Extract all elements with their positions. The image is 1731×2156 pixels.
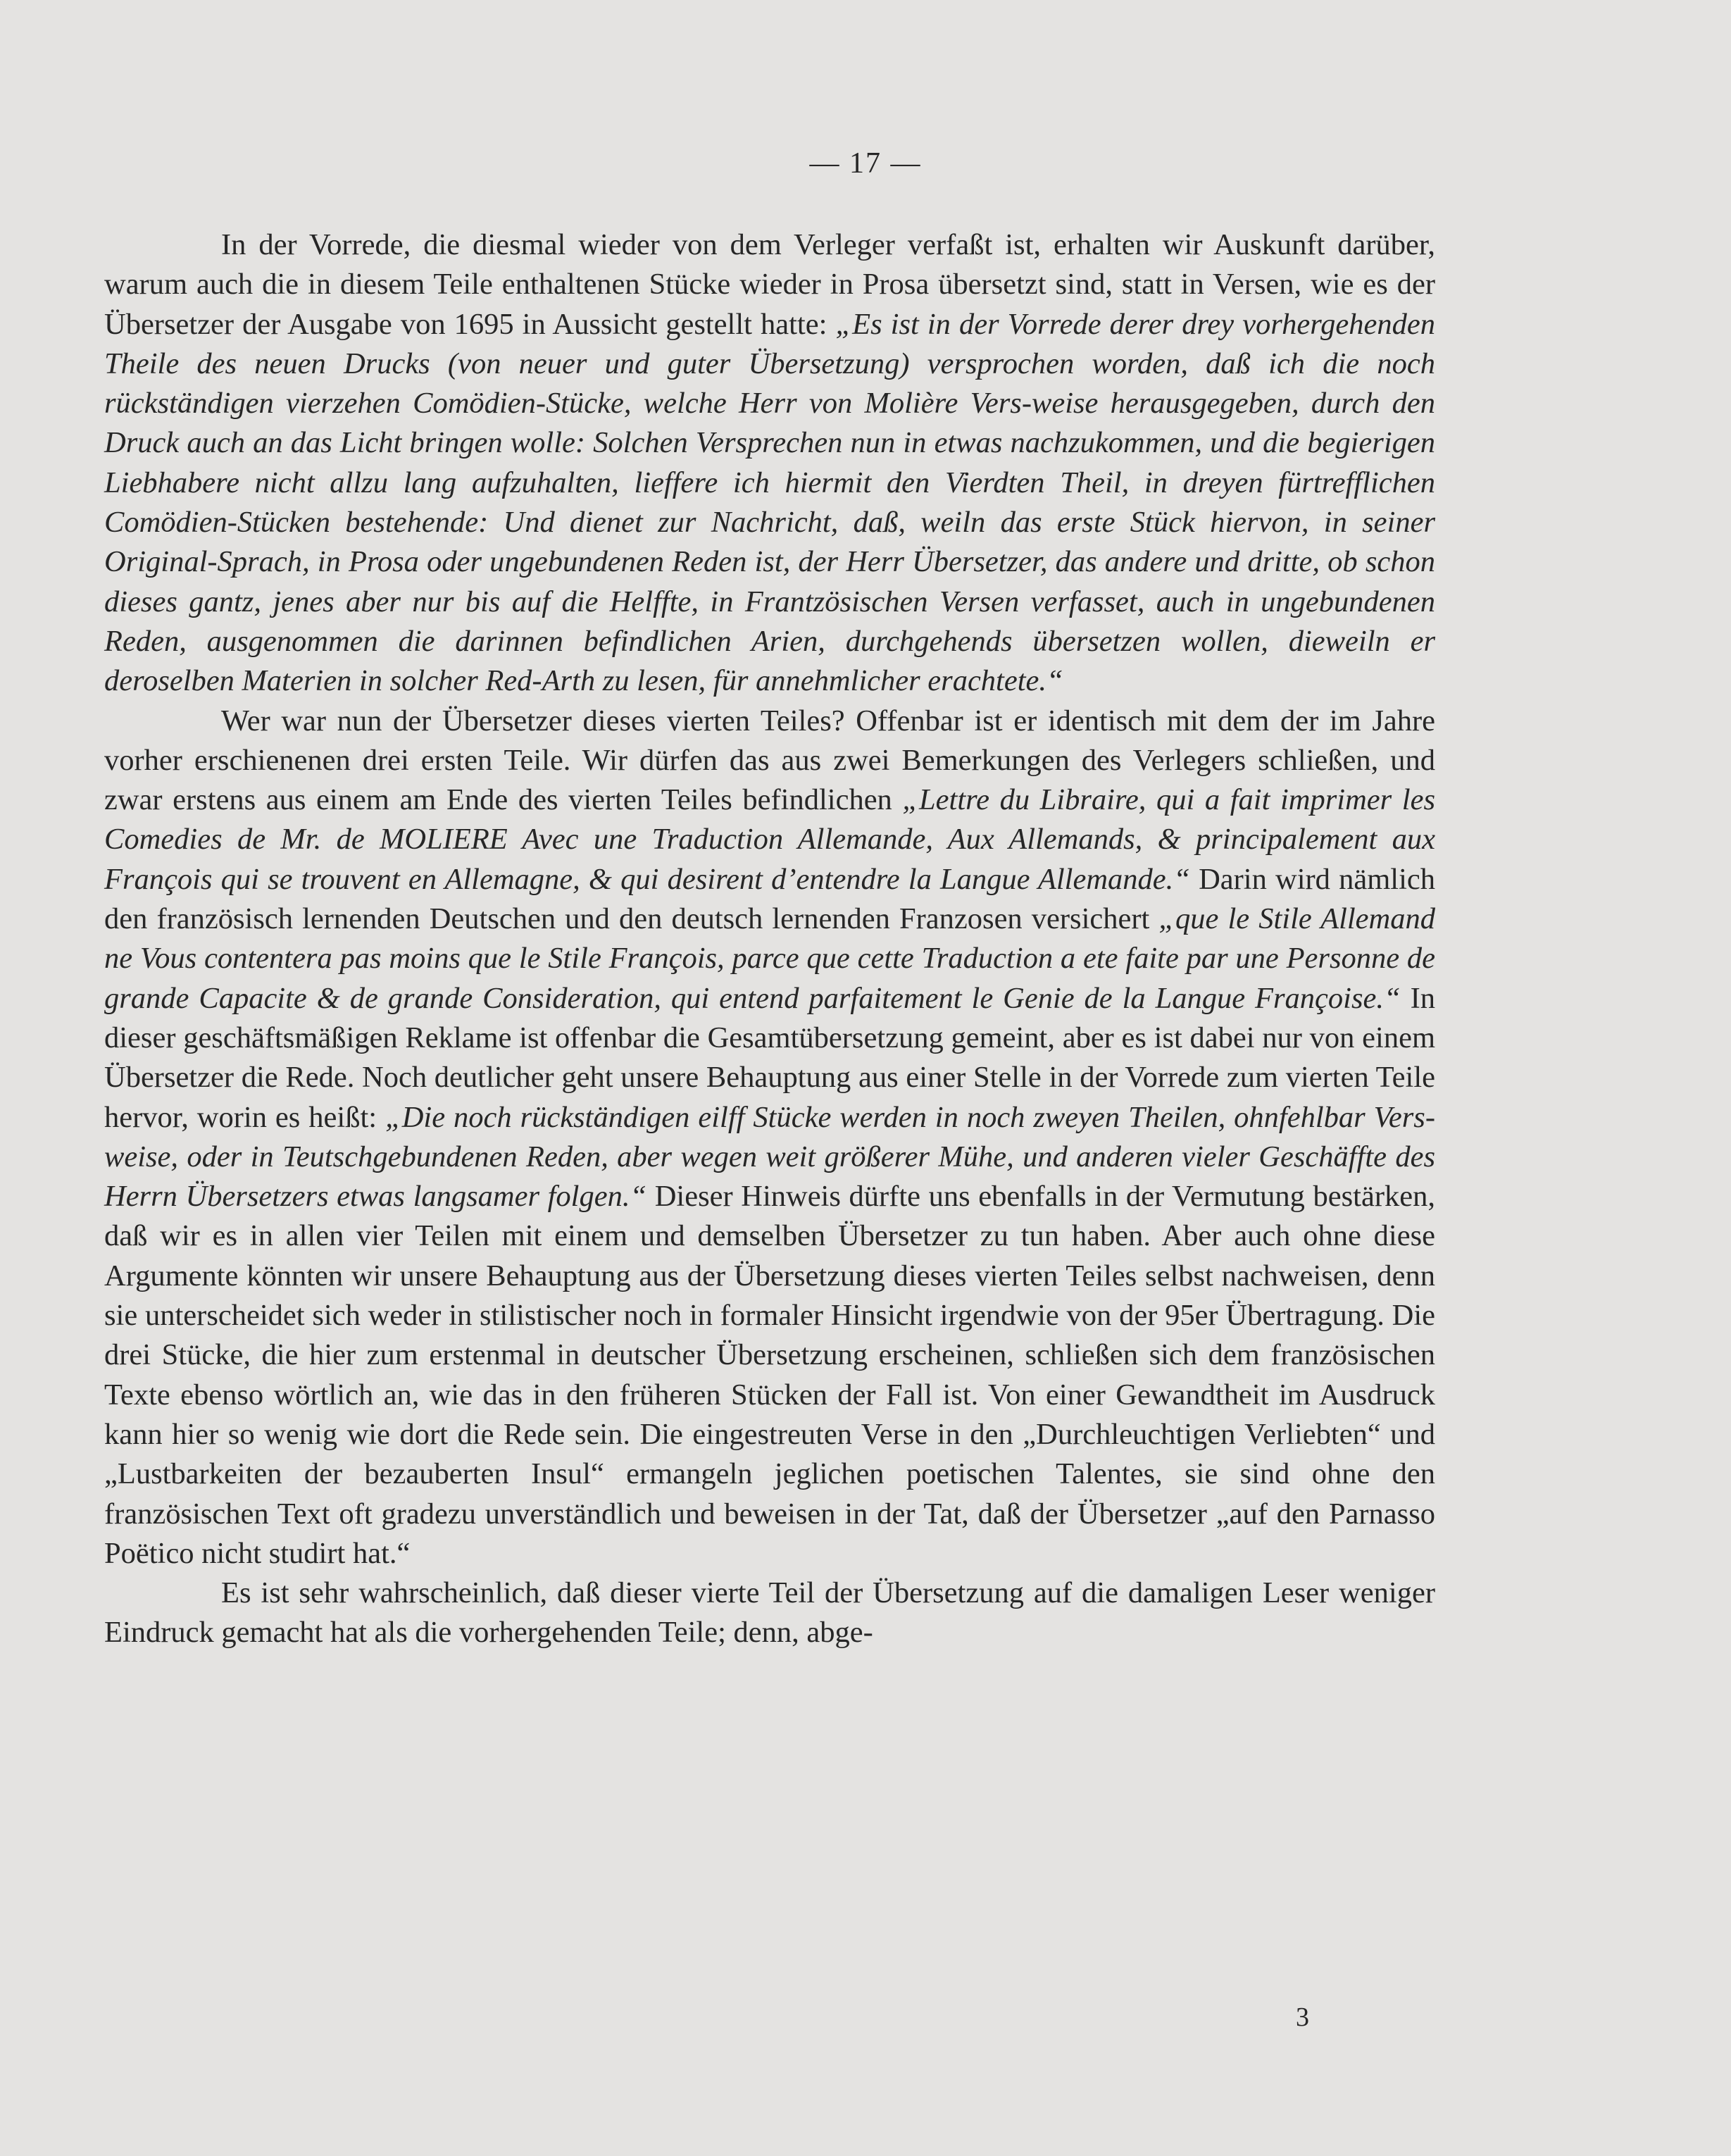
body-text xyxy=(104,225,1435,1653)
italic-quote: „que le Stile Allemand ne Vous contentera pas moins que le Stile François, parce que cette Traduction a ete faite par une Personne de grande Capacite & de grande Consideration, qui entend parfaitement le Genie de la Langue Françoise.“ xyxy=(104,902,1435,1015)
signature-mark: 3 xyxy=(1296,2002,1309,2032)
paragraph xyxy=(104,1574,1435,1653)
text-run: Es ist sehr wahrscheinlich, daß dieser vierte Teil der Übersetzung auf die damaligen Leser weniger Eindruck gemacht hat als die vorhergehenden Teile; denn, abge- xyxy=(104,1576,1435,1650)
italic-quote: „Lettre du Libraire, qui a fait imprimer les Comedies de Mr. de MOLIERE Avec une Traduction Allemande, Aux Allemands, & principalement aux François qui se trouvent en Allemagne, & qui desirent d’entendre la Langue Allemande.“ xyxy=(104,783,1435,896)
text-run: In dieser geschäftsmäßigen Reklame ist offenbar die Gesamtübersetzung gemeint, aber es ist dabei nur von einem Übersetzer die Rede. Noch deutlicher geht unsere Behauptung aus einer Stelle in der Vorrede zum vierten Teile hervor, worin es heißt: xyxy=(104,981,1436,1134)
italic-quote: „Es ist in der Vorrede derer drey vorhergehenden Theile des neuen Drucks (von neuer und guter Übersetzung) versprochen worden, daß ich die noch rückständigen vierzehen Comödien-Stücke, welche Herr von Molière Vers-weise herausgegeben, durch den Druck auch an das Licht bringen wolle: Solchen Versprechen nun in etwas nachzukommen, und die begierigen Liebhabere nicht allzu lang aufzuhalten, lieffere ich hiermit den Vierdten Theil, in dreyen fürtrefflichen Comödien-Stücken bestehende: Und dienet zur Nachricht, daß, weiln das erste Stück hiervon, in seiner Original-Sprach, in Prosa oder ungebundenen Reden ist, der Herr Übersetzer, das andere und dritte, ob schon dieses gantz, jenes aber nur bis auf die Helffte, in Frantzösischen Versen verfasset, auch in ungebundenen Reden, ausgenommen die darinnen befindlichen Arien, durchgehends übersetzen wollen, dieweiln er deroselben Materien in solcher Red-Arth zu lesen, für annehmlicher erachtete.“ xyxy=(104,307,1435,698)
text-run: Darin wird nämlich den französisch lernenden Deutschen und den deutsch lernenden Franzosen versichert xyxy=(104,862,1435,936)
text-run: Wer war nun der Übersetzer dieses vierten Teiles? Offenbar ist er identisch mit dem der im Jahre vorher erschienenen drei ersten Teile. Wir dürfen das aus zwei Bemerkungen des Verlegers schließen, und zwar erstens aus einem am Ende des vierten Teiles befindlichen xyxy=(104,704,1435,817)
paragraph xyxy=(104,225,1435,702)
italic-quote: „Die noch rückständigen eilff Stücke werden in noch zweyen Theilen, ohnfehlbar Vers-weise, oder in Teutschgebundenen Reden, aber wegen weit größerer Mühe, und anderen vieler Geschäffte des Herrn Übersetzers etwas langsamer folgen.“ xyxy=(104,1100,1436,1214)
text-run: Dieser Hinweis dürfte uns ebenfalls in der Vermutung bestärken, daß wir es in allen vier Teilen mit einem und demselben Übersetzer zu tun haben. Aber auch ohne diese Argumente könnten wir unsere Behauptung aus der Übersetzung dieses vierten Teiles selbst nachweisen, denn sie unterscheidet sich weder in stilistischer noch in formaler Hinsicht irgendwie von der 95er Übertragung. Die drei Stücke, die hier zum erstenmal in deutscher Übersetzung erscheinen, schließen sich dem französischen Texte ebenso wörtlich an, wie das in den früheren Stücken der Fall ist. Von einer Gewandtheit im Ausdruck kann hier so wenig wie dort die Rede sein. Die eingestreuten Verse in den „Durchleuchtigen Verliebten“ und „Lustbarkeiten der bezauberten Insul“ ermangeln jeglichen poetischen Talentes, sie sind ohne den französischen Text oft gradezu unverständlich und beweisen in der Tat, daß der Übersetzer „auf den Parnasso Poëtico nicht studirt hat.“ xyxy=(104,1180,1435,1570)
text-run: In der Vorrede, die diesmal wieder von dem Verleger verfaßt ist, erhalten wir Auskunft darüber, warum auch die in diesem Teile enthaltenen Stücke wieder in Prosa übersetzt sind, statt in Versen, wie es der Übersetzer der Ausgabe von 1695 in Aussicht gestellt hatte: xyxy=(104,228,1435,341)
page-number: — 17 — xyxy=(809,147,922,180)
paragraph xyxy=(104,702,1435,1574)
